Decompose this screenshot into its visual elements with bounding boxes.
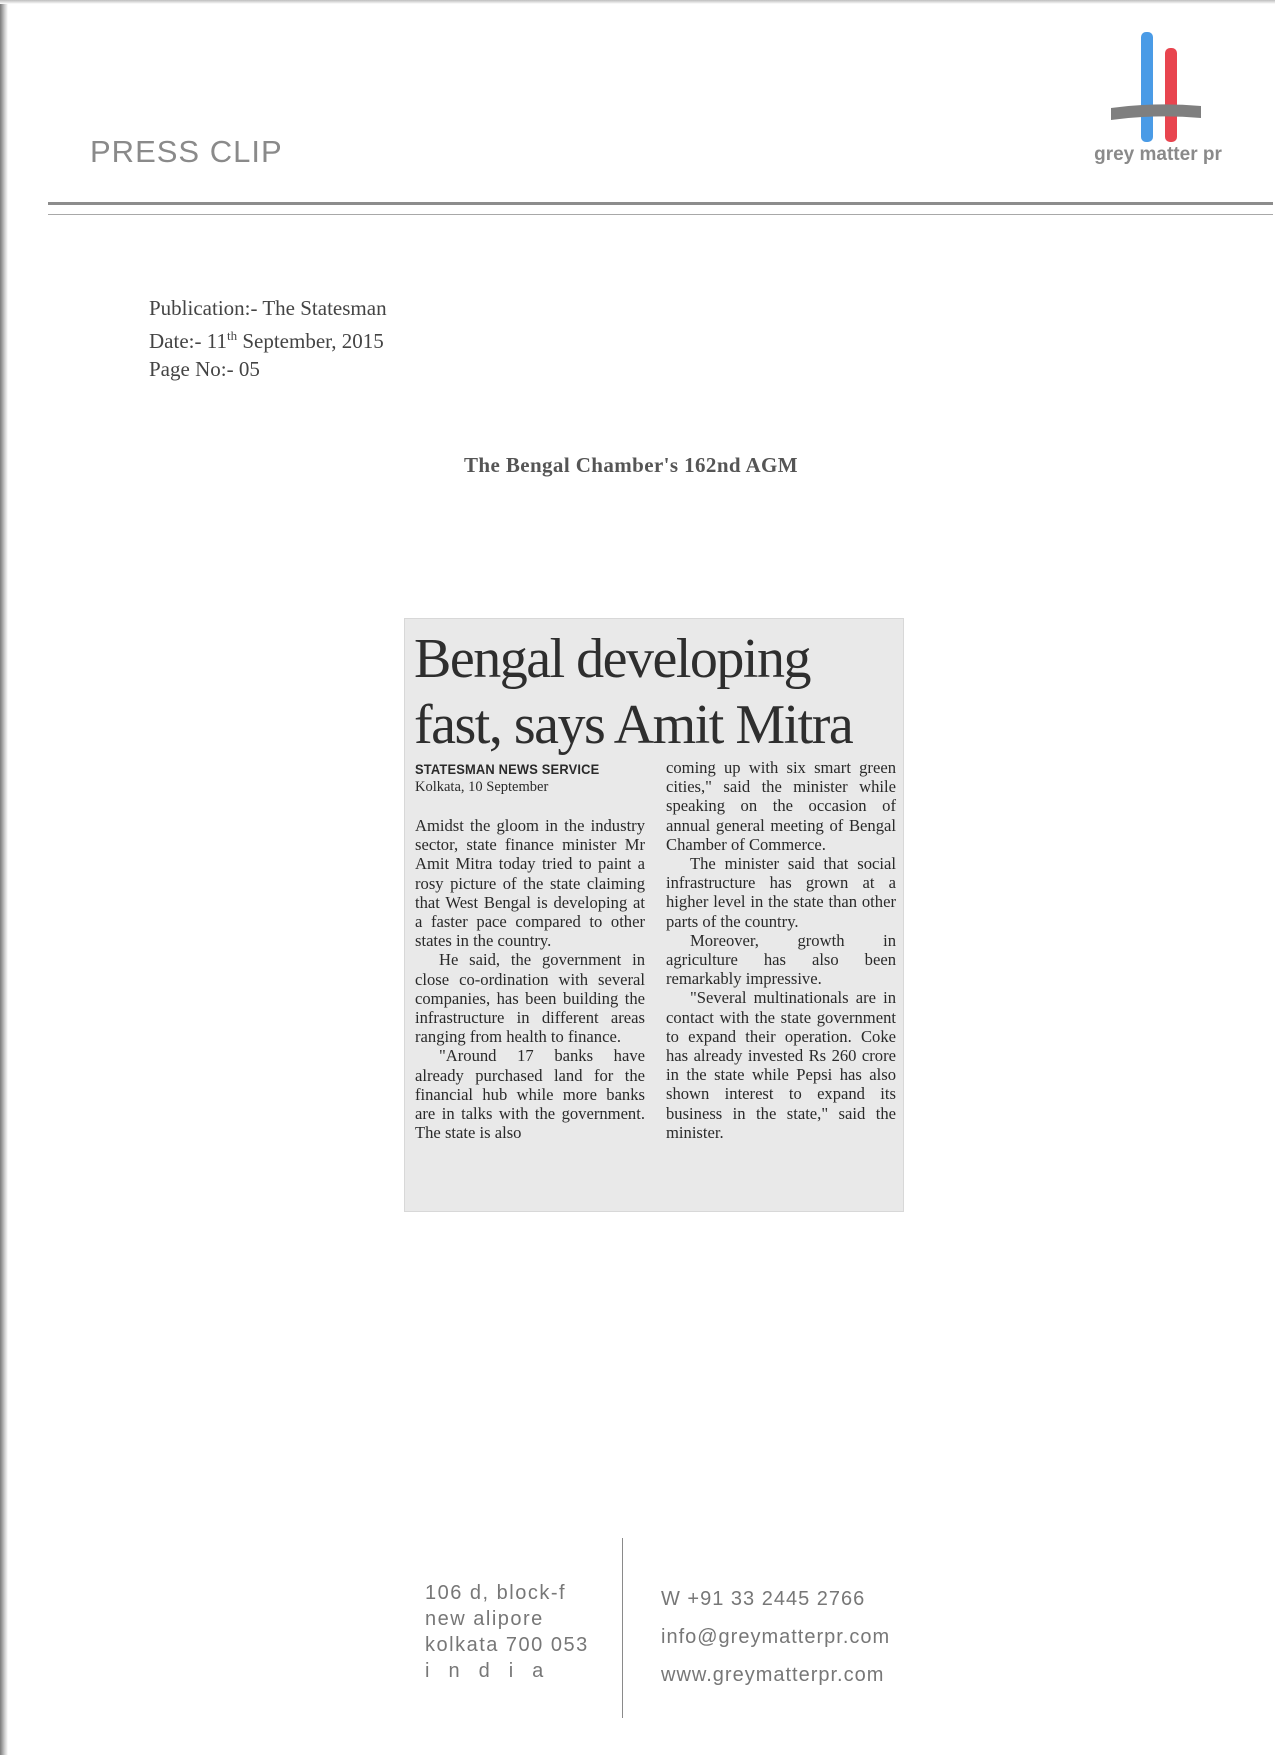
address-line: new alipore bbox=[425, 1608, 544, 1630]
article-paragraph: Moreover, growth in agriculture has also been remarkably impressive. bbox=[666, 930, 896, 989]
footer-divider bbox=[622, 1538, 623, 1718]
email-link[interactable]: info@greymatterpr.com bbox=[661, 1626, 891, 1648]
article-paragraph: He said, the government in close co-ordination with several companies, has been building the infrastructure in different areas ranging from health to finance. bbox=[415, 950, 645, 1047]
address-line: kolkata 700 053 bbox=[425, 1634, 589, 1656]
logo-blue-bar bbox=[1141, 32, 1153, 142]
logo-text: grey matter pr bbox=[1094, 144, 1222, 165]
article-paragraph: The minister said that social infrastructure has grown at a higher level in the state than other parts of the country. bbox=[666, 854, 896, 931]
article-headline bbox=[414, 626, 899, 758]
page-left-edge bbox=[0, 0, 8, 1755]
page-number-line: Page No:- 05 bbox=[149, 357, 260, 381]
clip-meta bbox=[149, 294, 387, 383]
footer-contact bbox=[661, 1580, 890, 1694]
logo-grey-stroke bbox=[1111, 104, 1201, 120]
article-paragraph: "Several multinationals are in contact with the state government to expand their operation. Coke has already invested Rs 260 crore in the state while Pepsi has also shown interest to expand its business in the state," said the minister. bbox=[666, 988, 896, 1142]
event-caption: The Bengal Chamber's 162nd AGM bbox=[463, 453, 799, 477]
headline-line-2: fast, says Amit Mitra bbox=[414, 694, 853, 756]
headline-line-1: Bengal developing bbox=[414, 628, 810, 690]
header-rule-thick bbox=[48, 202, 1273, 205]
date-superscript: th bbox=[226, 328, 238, 343]
article-paragraph: Amidst the gloom in the industry sector, state finance minister Mr Amit Mitra today tried to paint a rosy picture of the state claiming that West Bengal is developing at a faster pace compared to other states in the country. bbox=[415, 816, 645, 951]
article-paragraph: coming up with six smart green cities," said the minister while speaking on the occasion of annual general meeting of Bengal Chamber of Commerce. bbox=[666, 758, 896, 854]
date-suffix: September, 2015 bbox=[237, 329, 384, 353]
website-link[interactable]: www.greymatterpr.com bbox=[661, 1664, 885, 1686]
date-prefix: Date:- 11 bbox=[149, 329, 227, 353]
header-rule-thin bbox=[48, 214, 1273, 215]
phone-number: W +91 33 2445 2766 bbox=[661, 1588, 866, 1610]
logo-red-bar bbox=[1165, 48, 1177, 142]
article-column-left bbox=[415, 760, 645, 1142]
article-paragraph: "Around 17 banks have already purchased land for the financial hub while more banks are in talks with the government. The state is also bbox=[415, 1046, 645, 1143]
address-line: 106 d, block-f bbox=[425, 1582, 567, 1604]
date-line bbox=[149, 322, 387, 355]
address-line: india bbox=[425, 1660, 563, 1682]
page-top-edge bbox=[0, 0, 1275, 4]
press-clip-label: PRESS CLIP bbox=[90, 134, 283, 169]
article-dateline: Kolkata, 10 September bbox=[415, 779, 549, 795]
article-byline: STATESMAN NEWS SERVICE bbox=[415, 761, 600, 777]
newspaper-clipping bbox=[404, 618, 904, 1212]
publication-line: Publication:- The Statesman bbox=[149, 296, 387, 320]
footer-address bbox=[425, 1580, 589, 1684]
article-column-right bbox=[666, 758, 896, 1142]
